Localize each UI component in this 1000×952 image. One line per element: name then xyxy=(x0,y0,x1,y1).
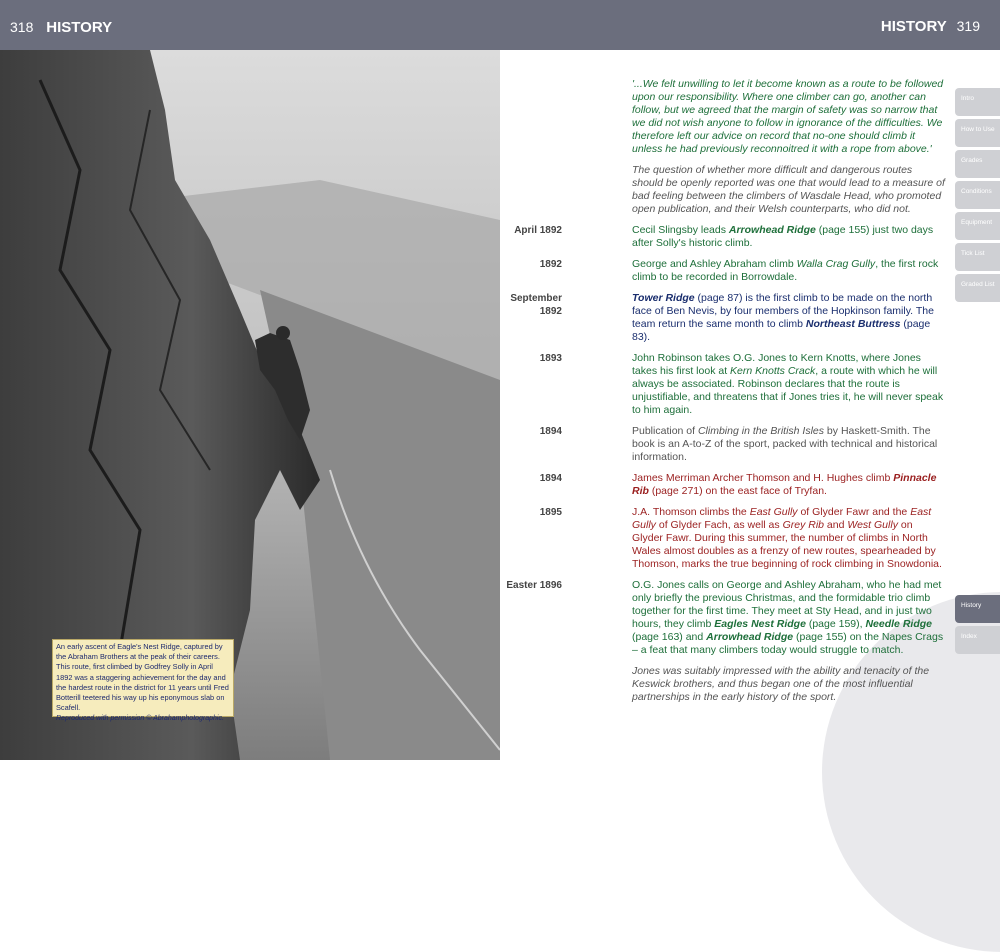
right-page-title: HISTORY xyxy=(880,18,947,35)
entry-text: Tower Ridge (page 87) is the first climb to be made on the north face of Ben Nevis, by four members of the Hopkinson family. The team return the same month to climb Northeast Buttress (page 83). xyxy=(632,292,934,343)
route-name: Tower Ridge xyxy=(632,292,695,304)
entry-date: 1894 xyxy=(539,473,562,484)
route-name: Eagles Nest Ridge xyxy=(714,618,806,630)
quote-note xyxy=(570,164,945,216)
caption-credit: Reproduced with permission © Abrahamphotographic. xyxy=(56,715,224,723)
route-name: Arrowhead Ridge xyxy=(706,631,794,643)
route-name: Northeast Buttress xyxy=(805,318,901,330)
entry-date: Easter 1896 xyxy=(506,580,562,591)
route-name: Arrowhead Ridge xyxy=(728,224,816,236)
quote-block xyxy=(570,78,945,156)
tab-grades[interactable]: Grades xyxy=(955,150,1000,178)
entry-text: John Robinson takes O.G. Jones to Kern Knotts, where Jones takes his first look at Kern Knotts Crack, a route with which he will always be associated. Robinson declares that the route is unjustifiable, and threatens that if Jones tries it, he will never speak to him again. xyxy=(632,352,944,416)
route-name: Pinnacle Rib xyxy=(632,472,937,497)
route-name: East Gully xyxy=(632,506,932,531)
route-name: Needle Ridge xyxy=(865,618,932,630)
book-title: Climbing in the British Isles xyxy=(697,425,825,437)
route-name: Walla Crag Gully xyxy=(796,258,876,270)
timeline-entry xyxy=(539,425,945,464)
entry-date: 1894 xyxy=(539,426,562,437)
right-page-heading xyxy=(881,18,980,35)
timeline-entry xyxy=(539,506,945,571)
tab-equipment[interactable]: Equipment xyxy=(955,212,1000,240)
timeline-entry xyxy=(539,472,945,498)
entry-text: Cecil Slingsby leads Arrowhead Ridge (page 155) just two days after Solly's historic climb. xyxy=(632,224,934,249)
entry-text: Publication of Climbing in the British Isles by Haskett-Smith. The book is an A-to-Z of the sport, packed with technical and historical information. xyxy=(632,425,938,463)
quote-text: '...We felt unwilling to let it become known as a route to be followed upon our responsibility. Where one climber can go, another can follow, but we agreed that the margin of safety was so narrow that we did not wish anyone to follow in ignorance of the difficulties. We therefore left our advice on record that no-one should climb it unless he had previously reconnoitred it with a rope from above.' xyxy=(632,78,944,155)
entry-date: April 1892 xyxy=(514,225,562,236)
tab-conditions[interactable]: Conditions xyxy=(955,181,1000,209)
entry-date: 1895 xyxy=(539,507,562,518)
tab-spacer xyxy=(955,305,1000,595)
route-name: Grey Rib xyxy=(782,519,825,531)
tab-history[interactable]: History xyxy=(955,595,1000,623)
timeline-entry xyxy=(539,258,945,284)
left-page-heading xyxy=(10,19,112,36)
left-page-number: 318 xyxy=(10,19,34,35)
tab-index[interactable]: Index xyxy=(955,626,1000,654)
entry-date: 1893 xyxy=(539,353,562,364)
timeline-entry xyxy=(510,292,945,344)
closing-note xyxy=(570,665,945,704)
timeline-entry xyxy=(539,352,945,417)
entry-text: O.G. Jones calls on George and Ashley Abraham, who he had met only briefly the previous Christmas, and the formidable trio climb together for the first time. They meet at Sty Head, and in just two hours, they climb Eagles Nest Ridge (page 159), Needle Ridge (page 163) and Arrowhead Ridge (page 155) on the Napes Crags – a feat that many climbers today would struggle to match. xyxy=(632,579,944,656)
history-timeline xyxy=(506,78,945,712)
tab-graded-list[interactable]: Graded List xyxy=(955,274,1000,302)
page-header xyxy=(0,0,1000,50)
tab-how-to-use[interactable]: How to Use xyxy=(955,119,1000,147)
entry-text: George and Ashley Abraham climb Walla Crag Gully, the first rock climb to be recorded in Borrowdale. xyxy=(632,258,939,283)
entry-date: 1892 xyxy=(539,259,562,270)
route-name: Kern Knotts Crack xyxy=(730,365,816,377)
caption-text: An early ascent of Eagle's Nest Ridge, captured by the Abraham Brothers at the peak of their careers. This route, first climbed by Godfrey Solly in April 1892 was a staggering achievement for the day and the hardest route in the district for 11 years until Fred Botterill teetered his way up his eponymous slab on Scafell. xyxy=(56,642,229,713)
tab-intro[interactable]: Intro xyxy=(955,88,1000,116)
chapter-tabs xyxy=(955,88,1000,657)
route-name: East Gully xyxy=(749,506,798,518)
closing-note-text: Jones was suitably impressed with the ability and tenacity of the Keswick brothers, and thus began one of the most influential partnerships in the early history of the sport. xyxy=(632,665,930,703)
entry-date: September 1892 xyxy=(510,293,562,317)
entry-text: James Merriman Archer Thomson and H. Hughes climb Pinnacle Rib (page 271) on the east face of Tryfan. xyxy=(632,472,937,497)
photo-caption xyxy=(52,639,234,723)
route-name: West Gully xyxy=(847,519,898,531)
timeline-entry xyxy=(506,579,945,657)
left-page-title: HISTORY xyxy=(46,19,113,36)
quote-note-text: The question of whether more difficult and dangerous routes should be openly reported was one that would lead to a measure of bad feeling between the climbers of Wasdale Head, who promoted open publication, and their Welsh counterparts, who did not. xyxy=(632,164,945,215)
tab-tick-list[interactable]: Tick List xyxy=(955,243,1000,271)
timeline-entry xyxy=(514,224,945,250)
entry-text: J.A. Thomson climbs the East Gully of Glyder Fawr and the East Gully of Glyder Fach, as well as Grey Rib and West Gully on Glyder Fawr. During this summer, the number of climbs in North Wales almost doubles as a frenzy of new routes, spearheaded by Thomson, marks the true beginning of rock climbing in Snowdonia. xyxy=(632,506,942,570)
right-page-number: 319 xyxy=(956,18,980,34)
